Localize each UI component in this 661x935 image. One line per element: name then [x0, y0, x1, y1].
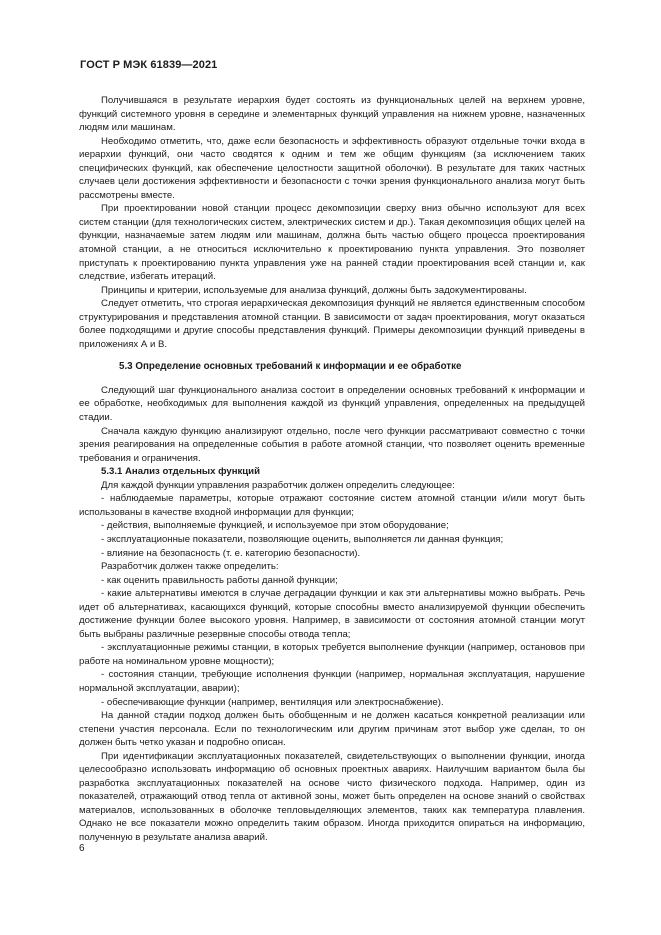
- list-item: - обеспечивающие функции (например, вентиляция или электроснабжение).: [101, 696, 444, 708]
- paragraph: Принципы и критерии, используемые для анализа функций, должны быть задокументированы.: [101, 284, 527, 296]
- paragraph: На данной стадии подход должен быть обобщенным и не должен касаться конкретной реализации или степени участия персонала. Если по технологическим или другим причинам этот выбор уже сделан, то он должен быть четко указан и подробно описан.: [79, 710, 585, 749]
- list-item: - действия, выполняемые функцией, и используемое при этом оборудование;: [101, 520, 449, 532]
- list-item: - эксплуатационные показатели, позволяющие оценить, выполняется ли данная функция;: [101, 533, 504, 545]
- paragraph: При проектировании новой станции процесс декомпозиции сверху вниз обычно используют для всех систем станции (для технологических систем, электрических систем и др.). Такая декомпозиция общих целей на функции, назначаемые затем людям или машинам, должна быть частью общего процесса проектирования атомной станции, а не относиться исключительно к проектированию пункта управления. Это позволяет приступать к проектированию пункта управления уже на ранней стадии проектирования всей станции и, как следствие, избегать итераций.: [79, 203, 585, 283]
- paragraph: Необходимо отметить, что, даже если безопасность и эффективность образуют отдельные точки входа в иерархии функций, они часто сводятся к одним и тем же общим функциям (за исключением таких специфических функций, как обеспечение целостности защитной оболочки). В результате для таких частных случаев цели достижения эффективности и безопасности с точки зрения функционального анализа могут быть рассмотрены вместе.: [79, 135, 585, 201]
- paragraph: Следует отметить, что строгая иерархическая декомпозиция функций не является единственным способом структурирования и представления атомной станции. В зависимости от задач проектирования, могут оказаться более подходящими и другие способы представления функций. Примеры декомпозиции функций приведены в приложениях А и В.: [79, 298, 585, 350]
- paragraph: Следующий шаг функционального анализа состоит в определении основных требований к информации и ее обработке, необходимых для выполнения каждой из функций управления, определенных на предыдущей стадии.: [79, 384, 585, 424]
- document-header: ГОСТ Р МЭК 61839—2021: [80, 59, 218, 71]
- paragraph: Сначала каждую функцию анализируют отдельно, после чего функции рассматривают совместно с точки зрения реагирования на определенные события в работе атомной станции, что позволяет оценить временные требования и ограничения.: [79, 425, 585, 464]
- section-heading: 5.3 Определение основных требований к информации и ее обработке: [119, 361, 462, 373]
- document-body: [79, 94, 585, 845]
- subsection-heading: 5.3.1 Анализ отдельных функций: [101, 466, 260, 478]
- list-item: - эксплуатационные режимы станции, в которых требуется выполнение функции (например, остановов при работе на номинальном уровне мощности);: [79, 642, 585, 667]
- list-item: - состояния станции, требующие исполнения функции (например, нормальная эксплуатация, нарушение нормальной эксплуатации, аварии);: [79, 669, 585, 694]
- paragraph: Для каждой функции управления разработчик должен определить следующее:: [101, 479, 455, 491]
- paragraph: Получившаяся в результате иерархия будет состоять из функциональных целей на верхнем уровне, функций системного уровня в середине и элементарных функций управления на нижнем уровне, назначенных людям или машинам.: [79, 95, 585, 134]
- paragraph: При идентификации эксплуатационных показателей, свидетельствующих о выполнении функции, иногда целесообразно использовать информацию об основных проектных авариях. Наилучшим вариантом была бы разработка эксплуатационных показателей на основе чисто физического подхода. Например, один из показателей, отражающий отвод тепла от активной зоны, может быть определен на основе знаний о свойствах материалов, использованных в оболочке тепловыделяющих элементов, таких как температура плавления. Однако не все показатели можно определить таким образом. Иногда приходится опираться на информацию, полученную в результате анализа аварий.: [79, 750, 585, 843]
- paragraph: Разработчик должен также определить:: [101, 561, 279, 573]
- list-item: - наблюдаемые параметры, которые отражают состояние систем атомной станции и/или могут быть использованы в качестве входной информации для функции;: [79, 493, 585, 518]
- list-item: - какие альтернативы имеются в случае деградации функции и как эти альтернативы можно выбрать. Речь идет об альтернативах, касающихся функций, которые способны вместо анализируемой функции обеспечить достижение функции более высокого уровня. Например, в зависимости от состояния атомной станции могут быть выбраны различные резервные способы отвода тепла;: [79, 588, 585, 640]
- list-item: - влияние на безопасность (т. е. категорию безопасности).: [101, 547, 361, 559]
- page-number: 6: [79, 843, 85, 854]
- list-item: - как оценить правильность работы данной функции;: [101, 574, 338, 586]
